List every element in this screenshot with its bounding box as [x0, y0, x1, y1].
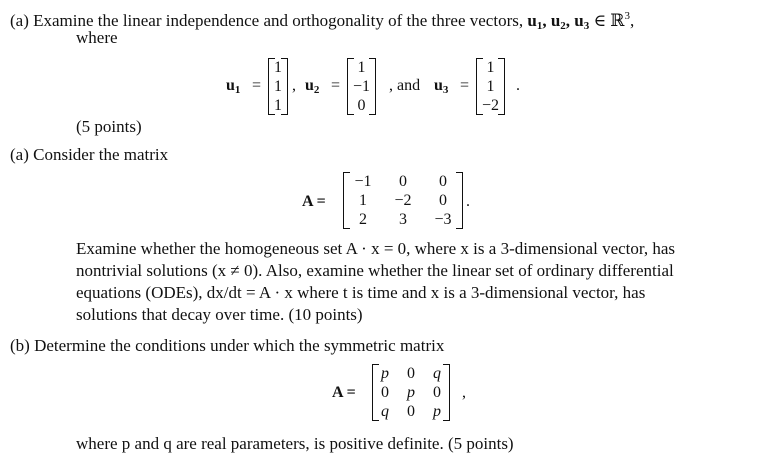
equals-sign: =	[331, 77, 341, 94]
matrix-entry: 1	[359, 192, 367, 209]
u2-label: $u_2$	[305, 77, 320, 96]
points-a1: (5 points)	[76, 117, 142, 136]
matrix-a-label: A =	[302, 193, 326, 210]
vector-entry: −1	[353, 78, 371, 95]
matrix-entry: 0	[439, 192, 447, 209]
paragraph-line: Examine whether the homogeneous set A · x = 0, where x is a 3-dimensional vector, has	[76, 239, 676, 258]
matrix-entry: −2	[394, 192, 412, 209]
set-exponent: 3	[624, 10, 630, 22]
matrix-entry: 2	[359, 211, 367, 228]
matrix-entry: −3	[434, 211, 452, 228]
vector-entry: 1	[486, 78, 495, 95]
matrix-entry: 0	[433, 384, 441, 401]
equals-sign: =	[252, 77, 262, 94]
matrix-a-label: A =	[332, 384, 356, 401]
matrix-entry: 0	[439, 173, 447, 190]
equals-sign: =	[460, 77, 470, 94]
vector-u1	[268, 58, 288, 115]
vector-u1-inline: $u_1$, $u_2$, $u_3$	[527, 11, 590, 32]
question-a2	[10, 144, 168, 165]
matrix-entry: −1	[354, 173, 372, 190]
question-label: (a)	[10, 145, 29, 164]
question-label: (b)	[10, 336, 30, 355]
vector-entry: 1	[486, 59, 495, 76]
vector-u2	[347, 58, 376, 115]
paragraph-line: solutions that decay over time. (10 points)	[76, 305, 363, 324]
matrix-symmetric	[372, 364, 450, 421]
comma: ,	[292, 77, 296, 94]
u3-label: $u_3$	[434, 77, 449, 96]
question-text: Consider the matrix	[33, 145, 169, 164]
matrix-entry: q	[433, 365, 441, 382]
matrix-entry: 0	[407, 365, 415, 382]
vector-entry: 1	[357, 59, 366, 76]
question-a1-line2: where	[76, 28, 118, 47]
matrix-entry: 3	[399, 211, 407, 228]
matrix-entry: p	[407, 384, 415, 401]
vector-entry: 0	[357, 97, 366, 114]
and-text: , and	[389, 77, 421, 94]
matrix-entry: q	[381, 403, 389, 420]
matrix-a	[343, 172, 463, 229]
question-b-closing: where p and q are real parameters, is positive definite. (5 points)	[76, 434, 514, 453]
period: .	[516, 77, 520, 94]
matrix-entry: 0	[399, 173, 407, 190]
paragraph-line: nontrivial solutions (x ≠ 0). Also, examine whether the linear set of ordinary differential	[76, 261, 674, 280]
vector-entry: 1	[274, 97, 282, 114]
matrix-entry: p	[381, 365, 389, 382]
vector-entry: −2	[482, 97, 500, 114]
vector-entry: 1	[274, 78, 282, 95]
vector-entry: 1	[274, 59, 282, 76]
vector-u3	[476, 58, 505, 115]
period: .	[466, 193, 470, 210]
paragraph-line: equations (ODEs), dx/dt = A · x where t is time and x is a 3-dimensional vector, has	[76, 283, 646, 302]
matrix-entry: 0	[407, 403, 415, 420]
matrix-entry: 0	[381, 384, 389, 401]
question-text: Determine the conditions under which the symmetric matrix	[34, 336, 445, 355]
question-text: Examine the linear independence and orthogonality of the three vectors,	[33, 11, 528, 30]
question-b	[10, 335, 444, 356]
matrix-entry: p	[433, 403, 441, 420]
u1-label: $u_1$	[226, 77, 241, 96]
punctuation: ,	[629, 11, 635, 30]
question-label: (a)	[10, 11, 29, 30]
set-symbol: ∈ ℝ	[593, 11, 625, 30]
comma: ,	[462, 384, 466, 401]
